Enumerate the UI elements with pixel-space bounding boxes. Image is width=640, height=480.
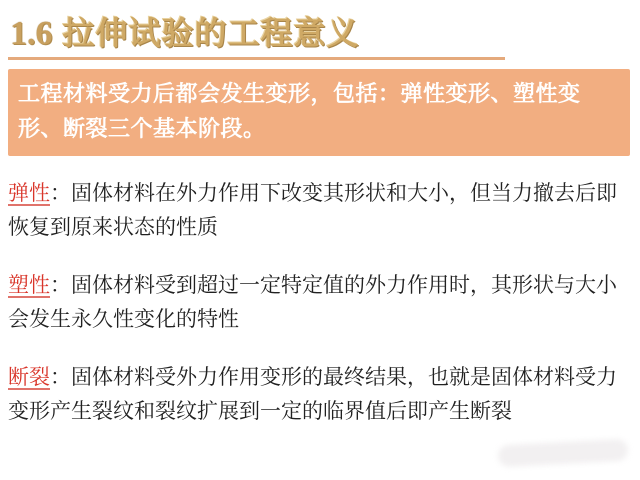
term-separator: ： — [50, 181, 71, 205]
definition-plasticity — [8, 269, 632, 337]
term-separator: ： — [50, 273, 71, 297]
title-section-number: 1.6 — [10, 15, 53, 52]
definition-elasticity — [8, 177, 632, 245]
highlight-text: 工程材料受力后都会发生变形，包括：弹性变形、塑性变形、断裂三个基本阶段。 — [18, 81, 581, 141]
watermark-smudge — [498, 439, 629, 468]
title-underline — [8, 57, 505, 60]
term-separator: ： — [50, 365, 71, 389]
term-label-plasticity: 塑性 — [8, 273, 50, 297]
definition-fracture — [8, 361, 632, 429]
definition-text-fracture: 固体材料受外力作用变形的最终结果，也就是固体材料受力变形产生裂纹和裂纹扩展到一定的临界值后即产生断裂 — [8, 365, 617, 423]
term-label-fracture: 断裂 — [8, 365, 50, 389]
highlight-box — [8, 69, 630, 156]
definition-text-plasticity: 固体材料受到超过一定特定值的外力作用时，其形状与大小会发生永久性变化的特性 — [8, 273, 617, 331]
term-label-elasticity: 弹性 — [8, 181, 50, 205]
title-text: 拉伸试验的工程意义 — [62, 15, 360, 51]
page-title — [10, 8, 640, 54]
definition-text-elasticity: 固体材料在外力作用下改变其形状和大小，但当力撤去后即恢复到原来状态的性质 — [8, 181, 617, 239]
definitions-list — [8, 177, 632, 429]
